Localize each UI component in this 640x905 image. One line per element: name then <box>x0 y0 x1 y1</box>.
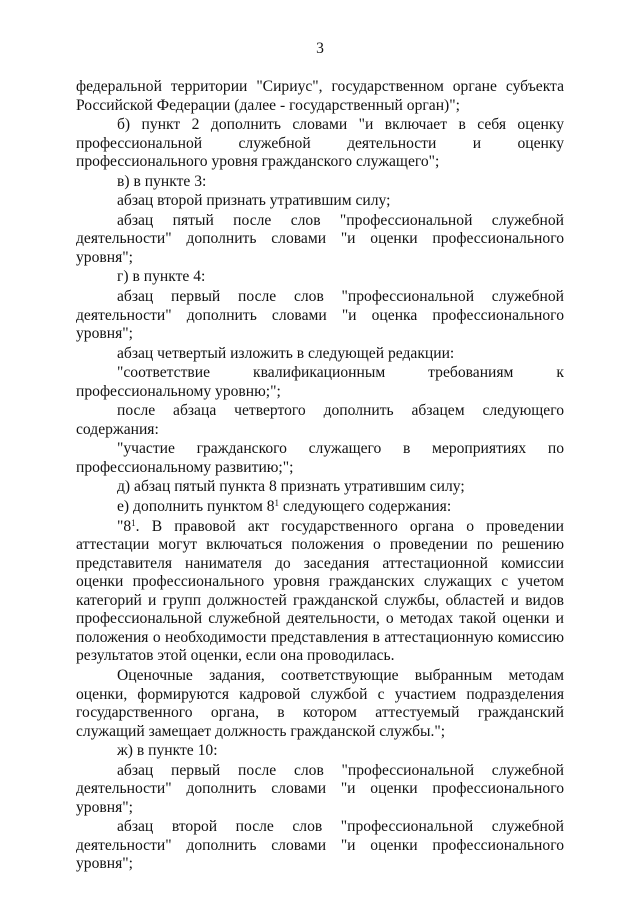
paragraph: в) в пункте 3: <box>117 172 207 190</box>
paragraph-text: . В правовой акт государственного органа о проведении аттестации могут включаться положения о проведении по решению представителя нанимателя до заседания аттестационной комиссии оценки профессионального уровня гражданских служащих с учетом категорий и групп должностей гражданской службы, областей и видов профессиональной служебной деятельности, о методах такой оценки и положения о необходимости представления в аттестационную комиссию результатов этой оценки, если она проводилась. <box>76 517 564 665</box>
superscript: 1 <box>131 517 136 528</box>
paragraph: д) абзац пятый пункта 8 признать утратившим силу; <box>117 478 465 496</box>
paragraph: г) в пункте 4: <box>117 268 206 286</box>
paragraph: "соответствие квалификационным требованиям к профессиональному уровню;"; <box>76 364 564 400</box>
paragraph: Оценочные задания, соответствующие выбранным методам оценки, формируются кадровой службой с участием подразделения государственного органа, в котором аттестуемый гражданский служащий замещает должность гражданской службы."; <box>76 666 564 740</box>
paragraph: б) пункт 2 дополнить словами "и включает в себя оценку профессиональной служебной деятельности и оценку профессионального уровня гражданского служащего"; <box>76 116 564 171</box>
paragraph: после абзаца четвертого дополнить абзацем следующего содержания: <box>76 402 564 438</box>
paragraph-text: следующего содержания: <box>279 498 452 516</box>
paragraph: "участие гражданского служащего в мероприятиях по профессиональному развитию;"; <box>76 440 564 476</box>
paragraph-text: "8 <box>117 517 132 535</box>
paragraph <box>76 498 564 517</box>
paragraph: абзац четвертый изложить в следующей редакции: <box>117 344 455 362</box>
paragraph: абзац второй признать утратившим силу; <box>117 192 391 210</box>
paragraph: федеральной территории "Сириус", государственном органе субъекта Российской Федерации (далее - государственный орган)"; <box>76 78 564 114</box>
document-body <box>76 78 564 875</box>
paragraph: абзац пятый после слов "профессиональной служебной деятельности" дополнить словами "и оценки профессионального уровня"; <box>76 211 564 266</box>
page-number: 3 <box>316 40 324 57</box>
paragraph: ж) в пункте 10: <box>117 742 218 760</box>
paragraph: абзац второй после слов "профессиональной служебной деятельности" дополнить словами "и оценки профессионального уровня"; <box>76 818 564 873</box>
superscript: 1 <box>274 498 280 509</box>
paragraph-text: е) дополнить пунктом 8 <box>117 498 275 516</box>
paragraph <box>76 518 564 666</box>
paragraph: абзац первый после слов "профессиональной служебной деятельности" дополнить словами "и оценка профессионального уровня"; <box>76 288 564 343</box>
paragraph: абзац первый после слов "профессиональной служебной деятельности" дополнить словами "и оценки профессионального уровня"; <box>76 761 564 816</box>
